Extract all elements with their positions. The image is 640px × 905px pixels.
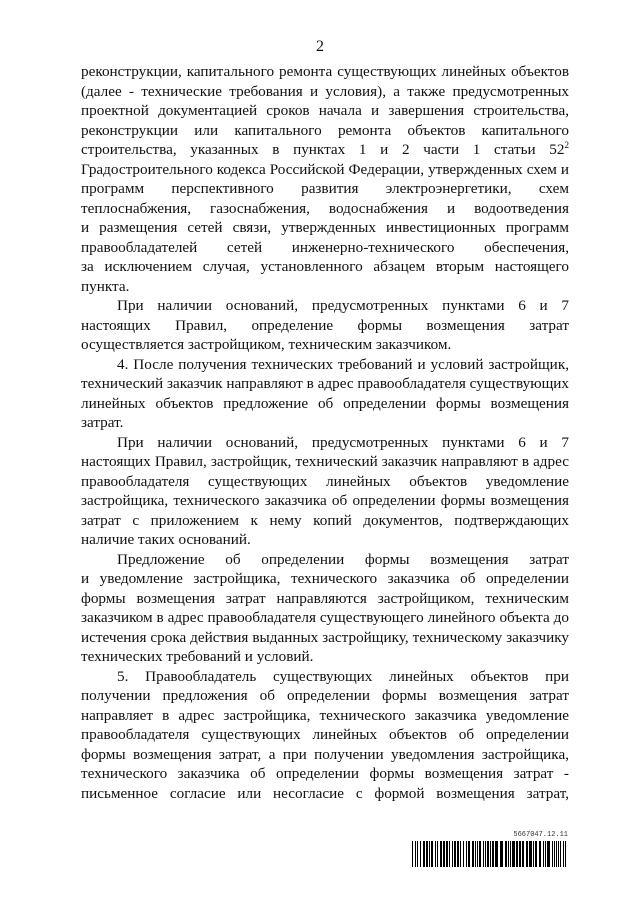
- text-line: 5. Правообладатель существующих линейных объектов при: [117, 667, 569, 685]
- barcode-bar: [479, 841, 481, 867]
- barcode-bar: [446, 841, 448, 867]
- barcode-bar: [560, 841, 561, 867]
- barcode-bar: [412, 841, 413, 867]
- barcode-bar: [522, 841, 524, 867]
- barcode-bar: [463, 841, 464, 867]
- barcode-bar: [457, 841, 459, 867]
- barcode-bar: [420, 841, 421, 867]
- text-line: и размещения сетей связи, утвержденных инвестиционных программ: [81, 219, 569, 236]
- barcode-bar: [508, 841, 509, 867]
- text-line: 4. После получения технических требований и условий застройщик,: [117, 355, 569, 373]
- text-line: пункта.: [81, 277, 130, 295]
- barcode-bar: [492, 841, 494, 867]
- text-line: затрат.: [81, 414, 124, 431]
- text-line: строительства, указанных в пунктах 1 и 2 части 1 статьи $52^2$: [81, 139, 569, 158]
- document-body: [81, 62, 569, 803]
- barcode-bar: [554, 841, 555, 867]
- barcode-bar: [472, 841, 474, 867]
- barcode-bar: [563, 841, 564, 867]
- barcode-bar: [423, 841, 425, 867]
- barcode-bar: [543, 841, 544, 867]
- barcode-bar: [426, 841, 428, 867]
- barcode-bar: [519, 841, 521, 867]
- paragraph: [81, 667, 569, 804]
- page-number: 2: [316, 38, 324, 55]
- barcode-bar: [485, 841, 486, 867]
- barcode-bar: [533, 841, 534, 867]
- barcode-bar: [452, 841, 453, 867]
- barcode-bar: [512, 841, 515, 867]
- barcode-number: 5667047.12.11: [513, 831, 568, 839]
- barcode-bar: [475, 841, 476, 867]
- barcode-bar: [556, 841, 557, 867]
- text-line: реконструкции, капитального ремонта существующих линейных объектов: [81, 63, 569, 80]
- barcode-bar: [431, 841, 433, 867]
- barcode-bar: [477, 841, 478, 867]
- barcode-bar: [435, 841, 436, 867]
- text-line: линейных объектов предложение об определении формы возмещения: [81, 394, 569, 412]
- text-line: письменное согласие или несогласие с формой возмещения затрат,: [81, 784, 569, 802]
- text-line: направляет в адрес застройщика, технического заказчика уведомление: [81, 706, 569, 724]
- text-line: правообладателя существующих линейных объектов об определении: [81, 726, 569, 743]
- text-line: получении предложения об определении формы возмещения затрат: [81, 687, 569, 704]
- barcode-bar: [468, 841, 470, 867]
- text-line: настоящих Правил, определение формы возмещения затрат: [81, 316, 569, 334]
- text-line: и уведомление застройщика, технического заказчика об определении: [81, 570, 569, 587]
- text-line: формы возмещения затрат направляются застройщиком, техническим: [81, 589, 569, 607]
- barcode-bar: [500, 841, 503, 867]
- text-line: истечения срока действия выданных застройщику, техническому заказчику: [81, 628, 569, 646]
- paragraph: [81, 62, 569, 296]
- text-line: технического заказчика об определении формы возмещения затрат -: [81, 765, 569, 782]
- barcode-bar: [539, 841, 541, 867]
- barcode-bar: [417, 841, 418, 867]
- text-line: затрат с приложением к нему копий документов, подтверждающих: [81, 511, 569, 529]
- text-line: наличие таких оснований.: [81, 531, 251, 548]
- text-line: за исключением случая, установленного абзацем вторым настоящего: [81, 258, 569, 275]
- barcode-bar: [466, 841, 467, 867]
- barcode-bar: [437, 841, 438, 867]
- text-line: (далее - технические требования и условия), а также предусмотренных: [81, 82, 569, 100]
- text-line: правообладателей сетей инженерно-технического обеспечения,: [81, 238, 569, 256]
- barcode-bar: [505, 841, 507, 867]
- paragraph: [81, 296, 569, 355]
- text-line: застройщика, технического заказчика об определении формы возмещения: [81, 492, 569, 509]
- barcode-bar: [545, 841, 546, 867]
- barcode-bar: [440, 841, 442, 867]
- barcode: [412, 831, 568, 871]
- barcode-bar: [443, 841, 445, 867]
- barcode-bar: [495, 841, 498, 867]
- barcode-bar: [483, 841, 484, 867]
- text-line: формы возмещения затрат, а при получении уведомления застройщика,: [81, 745, 569, 763]
- barcode-bar: [487, 841, 489, 867]
- barcode-bar: [526, 841, 528, 867]
- barcode-bar: [516, 841, 518, 867]
- barcode-bar: [510, 841, 511, 867]
- barcode-bar: [558, 841, 559, 867]
- barcode-bar: [429, 841, 430, 867]
- text-line: технических требований и условий.: [81, 648, 314, 665]
- barcode-bar: [535, 841, 537, 867]
- barcode-bar: [490, 841, 491, 867]
- text-line: осуществляется застройщиком, техническим заказчиком.: [81, 336, 452, 353]
- barcode-bar: [415, 841, 416, 867]
- barcode-image: [412, 841, 568, 867]
- text-line: При наличии оснований, предусмотренных пунктами 6 и 7: [117, 433, 569, 451]
- text-line: заказчиком в адрес правообладателя существующего линейного объекта до: [81, 609, 569, 626]
- barcode-bar: [460, 841, 461, 867]
- paragraph: [81, 433, 569, 550]
- paragraph: [81, 550, 569, 667]
- barcode-bar: [529, 841, 532, 867]
- text-line: Предложение об определении формы возмещения затрат: [117, 550, 569, 568]
- text-line: При наличии оснований, предусмотренных пунктами 6 и 7: [117, 297, 569, 314]
- barcode-bar: [449, 841, 450, 867]
- barcode-bar: [454, 841, 456, 867]
- text-line: проектной документацией сроков начала и завершения строительства,: [81, 102, 569, 119]
- text-line: программ перспективного развития электроэнергетики, схем: [81, 180, 569, 197]
- paragraph: [81, 355, 569, 433]
- barcode-bar: [552, 841, 553, 867]
- barcode-bar: [565, 841, 566, 867]
- barcode-bar: [547, 841, 550, 867]
- text-line: технический заказчик направляют в адрес правообладателя существующих: [81, 375, 569, 392]
- superscript: 2: [564, 139, 569, 150]
- text-line: правообладателя существующих линейных объектов уведомление: [81, 472, 569, 490]
- text-line: реконструкции или капитального ремонта объектов капитального: [81, 121, 569, 139]
- text-line: настоящих Правил, застройщик, технический заказчик направляют в адрес: [81, 453, 569, 470]
- text-line: Градостроительного кодекса Российской Федерации, утвержденных схем и: [81, 160, 569, 178]
- text-line: теплоснабжения, газоснабжения, водоснабжения и водоотведения: [81, 199, 569, 217]
